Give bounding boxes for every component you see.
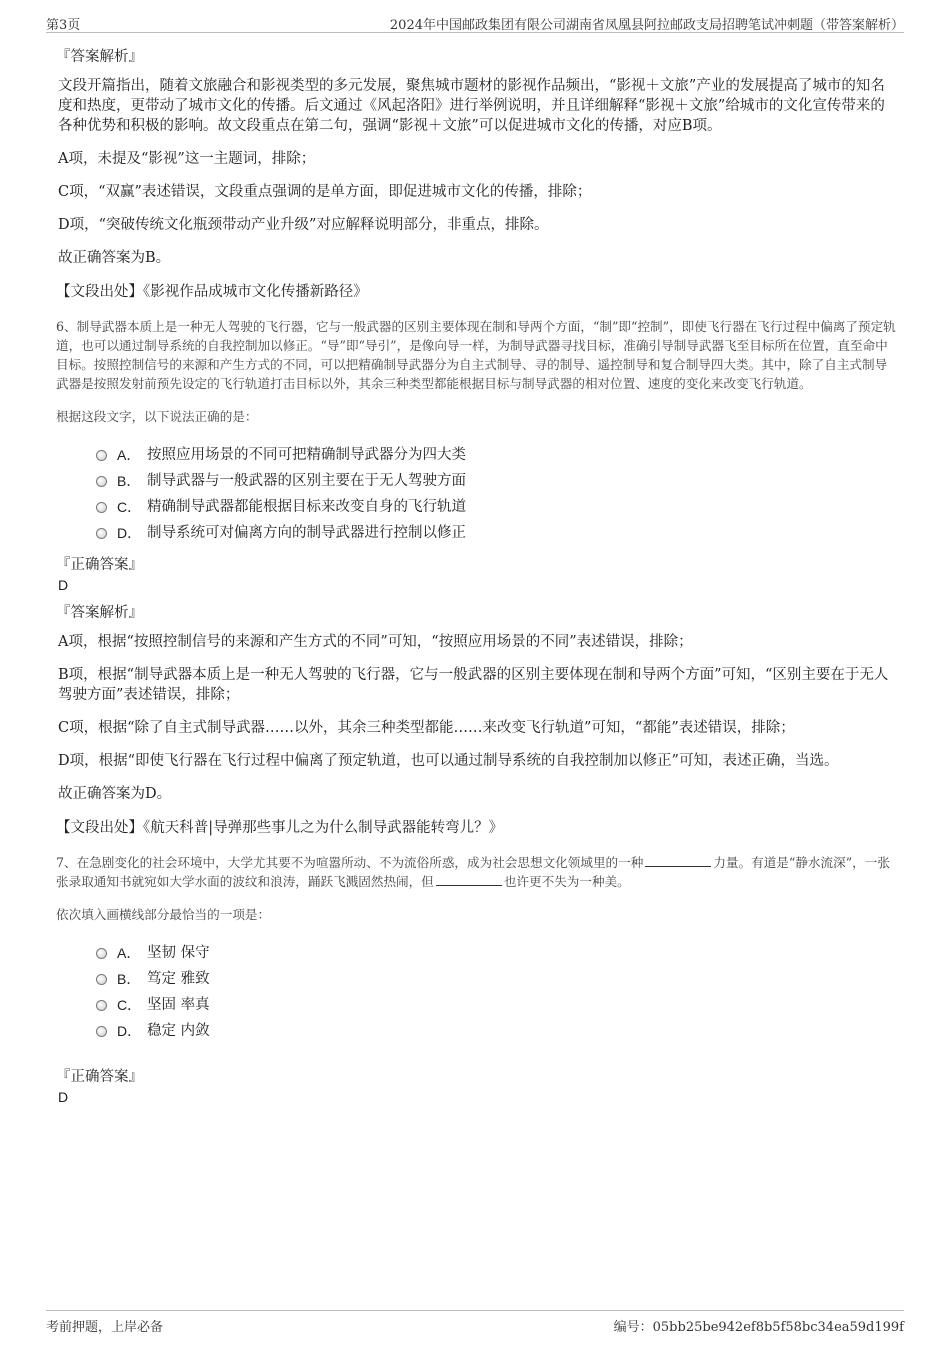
option-text: 笃定 雅致 <box>147 971 210 987</box>
option-letter: D． <box>117 1023 142 1039</box>
page-header <box>46 10 904 33</box>
option-c[interactable] <box>96 494 898 520</box>
fill-blank <box>436 873 502 886</box>
option-letter: A． <box>117 945 141 961</box>
document-title: 2024年中国邮政集团有限公司湖南省凤凰县阿拉邮政支局招聘笔试冲刺题（带答案解析） <box>389 18 904 33</box>
option-text: 坚韧 保守 <box>147 945 210 961</box>
fill-blank <box>645 854 711 867</box>
analysis-tag: 『答案解析』 <box>56 605 143 621</box>
correct-answer: D <box>58 1089 69 1105</box>
answer-tag: 『正确答案』 <box>56 1069 143 1085</box>
option-letter: C． <box>117 499 142 515</box>
analysis-conclusion: 故正确答案为B。 <box>58 250 171 266</box>
analysis-tag: 『答案解析』 <box>56 49 143 65</box>
question-prompt: 依次填入画横线部分最恰当的一项是： <box>56 907 271 922</box>
radio-icon[interactable] <box>96 1026 107 1037</box>
analysis-paragraph: B项，根据“制导武器本质上是一种无人驾驶的飞行器，它与一般武器的区别主要体现在制和导两个方面”可知，“区别主要在于无人驾驶方面”表述错误，排除； <box>58 667 889 703</box>
radio-icon[interactable] <box>96 948 107 959</box>
option-list <box>96 442 898 546</box>
option-text: 制导武器与一般武器的区别主要在于无人驾驶方面 <box>147 473 466 489</box>
option-list <box>96 940 898 1044</box>
answer-tag: 『正确答案』 <box>56 557 143 573</box>
radio-icon[interactable] <box>96 476 107 487</box>
option-c[interactable] <box>96 992 898 1018</box>
option-b[interactable] <box>96 966 898 992</box>
option-b[interactable] <box>96 468 898 494</box>
analysis-paragraph: D项，根据“即使飞行器在飞行过程中偏离了预定轨道，也可以通过制导系统的自我控制加以修正”可知，表述正确，当选。 <box>58 753 839 769</box>
option-d[interactable] <box>96 520 898 546</box>
page-number: 第3页 <box>46 18 81 33</box>
analysis-paragraph: C项，根据“除了自主式制导武器……以外，其余三种类型都能……来改变飞行轨道”可知，“都能”表述错误，排除； <box>58 720 795 736</box>
source-citation: 【文段出处】《影视作品成城市文化传播新路径》 <box>56 284 368 300</box>
question-stem <box>56 853 898 891</box>
analysis-paragraph: D项，“突破传统文化瓶颈带动产业升级”对应解释说明部分，非重点，排除。 <box>58 217 549 233</box>
radio-icon[interactable] <box>96 1000 107 1011</box>
analysis-paragraph: C项，“双赢”表述错误，文段重点强调的是单方面，即促进城市文化的传播，排除； <box>58 184 592 200</box>
option-letter: C． <box>117 997 142 1013</box>
source-citation: 【文段出处】《航天科普|导弹那些事儿之为什么制导武器能转弯儿？》 <box>56 820 504 836</box>
option-a[interactable] <box>96 940 898 966</box>
analysis-paragraph: A项，未提及“影视”这一主题词，排除； <box>58 151 316 167</box>
option-letter: B． <box>117 473 141 489</box>
radio-icon[interactable] <box>96 450 107 461</box>
radio-icon[interactable] <box>96 528 107 539</box>
stem-text: 力量。有道是“静水流深”，一张张录取通知书就宛如大学水面的波纹和浪涛，踊跃飞溅固然热闹，但 <box>56 855 890 889</box>
option-a[interactable] <box>96 442 898 468</box>
option-d[interactable] <box>96 1018 898 1044</box>
document-body <box>56 40 898 1114</box>
option-letter: B． <box>117 971 141 987</box>
option-text: 精确制导武器都能根据目标来改变自身的飞行轨道 <box>147 499 466 515</box>
option-text: 制导系统可对偏离方向的制导武器进行控制以修正 <box>147 525 466 541</box>
stem-text: 也许更不失为一种美。 <box>503 874 630 889</box>
stem-text: 7、在急剧变化的社会环境中，大学尤其要不为喧嚣所动、不为流俗所惑，成为社会思想文化领域里的一种 <box>56 855 644 870</box>
analysis-paragraph: A项，根据“按照控制信号的来源和产生方式的不同”可知，“按照应用场景的不同”表述错误，排除； <box>58 634 693 650</box>
option-letter: D． <box>117 525 142 541</box>
document-id: 编号：05bb25be942ef8b5f58bc34ea59d199f <box>613 1320 904 1335</box>
analysis-paragraph: 文段开篇指出，随着文旅融合和影视类型的多元发展，聚焦城市题材的影视作品频出，“影视＋文旅”产业的发展提高了城市的知名度和热度，更带动了城市文化的传播。后文通过《风起洛阳》进行举例说明，并且详细解释“影视＋文旅”给城市的文化宣传带来的各种优势和积极的影响。故文段重点在第二句，强调“影视＋文旅”可以促进城市文化的传播，对应B项。 <box>58 78 885 134</box>
option-text: 坚固 率真 <box>147 997 210 1013</box>
footer-slogan: 考前押题，上岸必备 <box>46 1320 164 1335</box>
question-prompt: 根据这段文字，以下说法正确的是： <box>56 409 258 424</box>
option-text: 稳定 内敛 <box>147 1023 210 1039</box>
question-stem: 6、制导武器本质上是一种无人驾驶的飞行器，它与一般武器的区别主要体现在制和导两个方面，“制”即“控制”，即使飞行器在飞行过程中偏离了预定轨道，也可以通过制导系统的自我控制加以修正。“导”即“导引”，是像向导一样，为制导武器寻找目标，准确引导制导武器飞至目标所在位置，直至命中目标。按照控制信号的来源和产生方式的不同，可以把精确制导武器分为自主式制导、寻的制导、遥控制导和复合制导四大类。其中，除了自主式制导武器是按照发射前预先设定的飞行轨道打击目标以外，其余三种类型都能根据目标与制导武器的相对位置、速度的变化来改变飞行轨道。 <box>56 319 896 391</box>
correct-answer: D <box>58 577 69 593</box>
radio-icon[interactable] <box>96 502 107 513</box>
radio-icon[interactable] <box>96 974 107 985</box>
page-footer <box>46 1310 904 1335</box>
analysis-conclusion: 故正确答案为D。 <box>58 786 172 802</box>
option-text: 按照应用场景的不同可把精确制导武器分为四大类 <box>147 447 466 463</box>
option-letter: A． <box>117 447 141 463</box>
